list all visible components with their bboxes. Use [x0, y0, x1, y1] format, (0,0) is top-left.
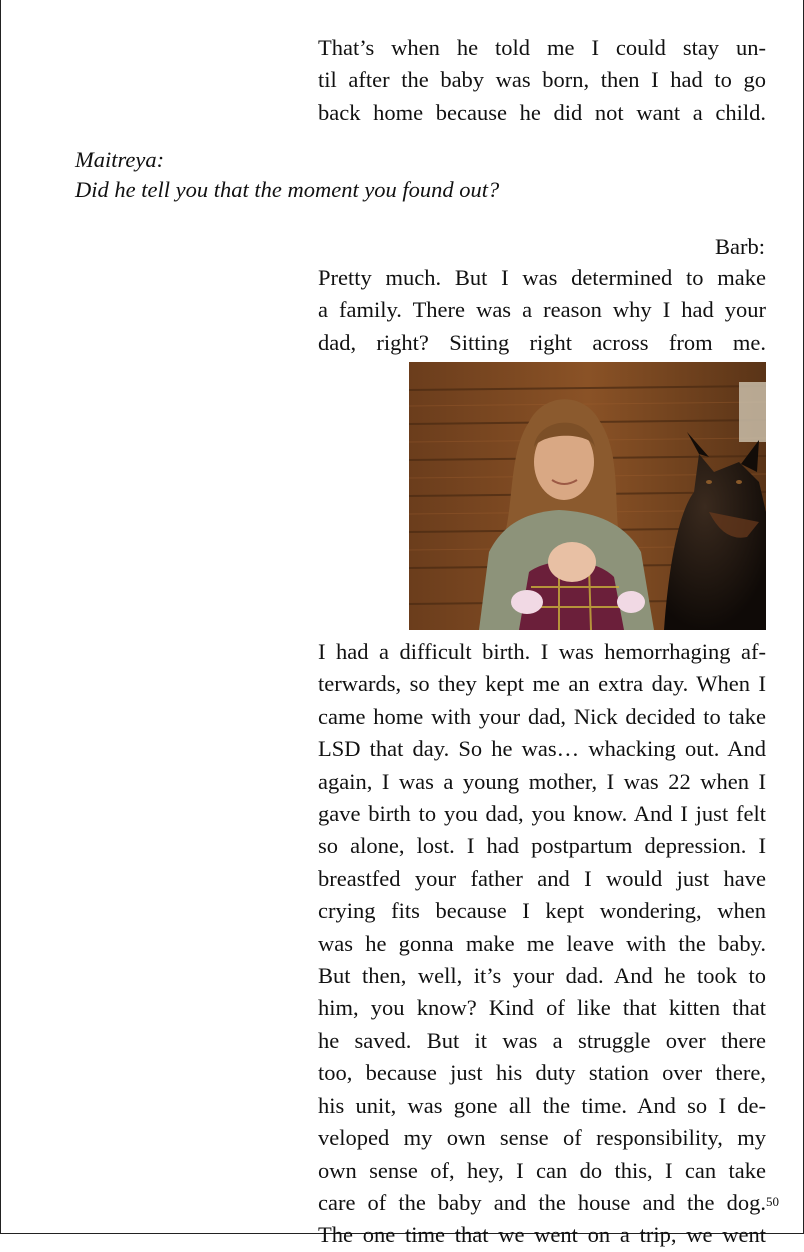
speaker-label-barb: Barb:: [715, 234, 765, 259]
text-line: him, you know? Kind of like that kitten that: [318, 995, 766, 1021]
text-line: breastfed your father and I would just have: [318, 865, 766, 891]
text-line: That’s when he told me I could stay un-: [318, 35, 766, 60]
text-line: too, because just his duty station over there,: [318, 1060, 766, 1086]
text-line: he saved. But it was a struggle over there: [318, 1027, 766, 1053]
text-line: came home with your dad, Nick decided to take: [318, 703, 766, 729]
maitreya-question: Did he tell you that the moment you found out?: [75, 177, 500, 202]
text-line: back home because he did not want a child.: [318, 99, 766, 125]
text-line: was he gonna make me leave with the baby.: [318, 930, 766, 956]
text-line: I had a difficult birth. I was hemorrhaging af-: [318, 639, 766, 664]
family-photo: [409, 362, 766, 630]
text-line: terwards, so they kept me an extra day. When I: [318, 671, 766, 697]
text-line: But then, well, it’s your dad. And he took to: [318, 963, 766, 989]
text-line: gave birth to you dad, you know. And I just felt: [318, 801, 766, 827]
text-line: veloped my own sense of responsibility, my: [318, 1125, 766, 1151]
text-line: care of the baby and the house and the dog.: [318, 1189, 766, 1215]
text-line: so alone, lost. I had postpartum depression. I: [318, 833, 766, 859]
speaker-label-maitreya: Maitreya:: [75, 147, 165, 172]
text-line: again, I was a young mother, I was 22 when I: [318, 768, 766, 794]
paragraph-family: [318, 262, 766, 359]
text-line: LSD that day. So he was… whacking out. And: [318, 736, 766, 762]
maitreya-turn: [75, 145, 499, 205]
text-line: own sense of, hey, I can do this, I can take: [318, 1157, 766, 1183]
text-line: a family. There was a reason why I had your: [318, 297, 766, 323]
text-line: his unit, was gone all the time. And so I de-: [318, 1092, 766, 1118]
text-line: The one time that we went on a trip, we went: [318, 1222, 766, 1248]
paragraph-intro: [318, 32, 766, 129]
text-line: crying fits because I kept wondering, when: [318, 898, 766, 924]
paragraph-birth: [318, 636, 766, 1252]
text-line: Pretty much. But I was determined to make: [318, 265, 766, 290]
text-line: til after the baby was born, then I had to go: [318, 67, 766, 93]
page-number: 50: [766, 1194, 779, 1209]
text-line: dad, right? Sitting right across from me.: [318, 329, 766, 355]
